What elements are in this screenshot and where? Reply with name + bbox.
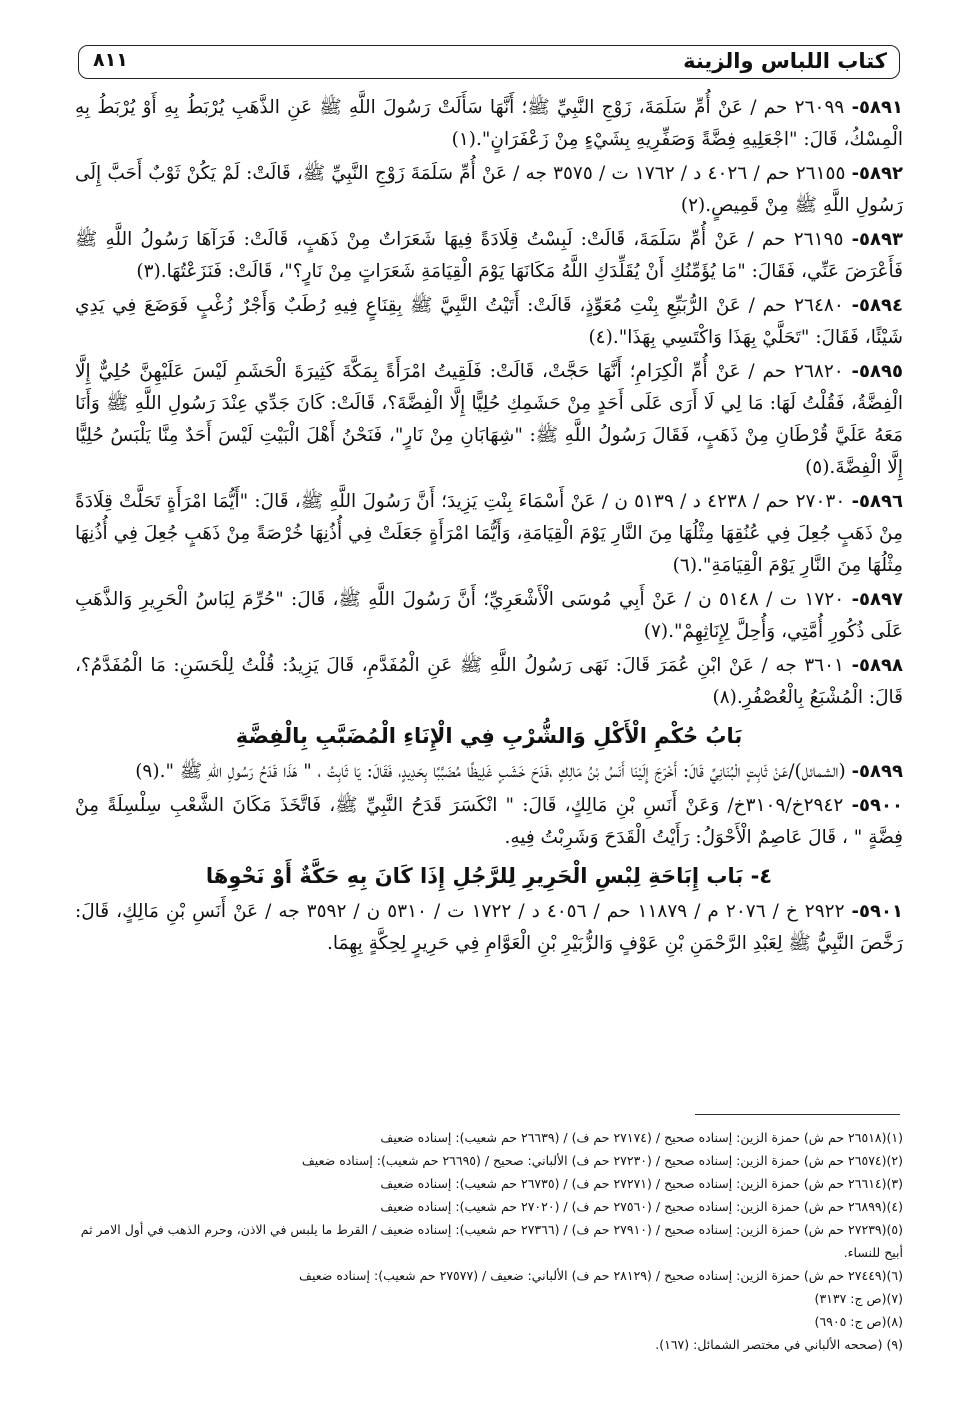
footnote: (٢)(٢٦٥٧٤ حم ش) حمزة الزين: إسناده صحيح / (٢٧٢٣٠ حم ف) الألباني: صحيح / (٢٦٦٩٥ حم شعيب): إسناده ضعيف xyxy=(301,1153,903,1168)
hadith-5891 xyxy=(75,92,903,156)
hadith-5896 xyxy=(75,486,903,582)
hadith-number: ٥٩٠٠- xyxy=(851,795,903,816)
hadith-text: ٢٩٢٢ خ / ٢٠٧٦ م / ١١٨٧٩ حم / ٤٠٥٦ د / ١٧٢٢ ت / ٥٣١٠ ن / ٣٥٩٢ جه / عَنْ أَنَسِ بْنِ مَالِكٍ، قَالَ: رَخَّصَ النَّبِيُّ ﷺ لِعَبْدِ الرَّحْمَنِ بْنِ عَوْفٍ وَالزُّبَيْرِ بْنِ الْعَوَّامِ فِي حَرِيرٍ لِحِكَّةٍ بِهِمَا. xyxy=(75,901,903,954)
hadith-text: ٢٦٠٩٩ حم / عَنْ أُمِّ سَلَمَةَ، زَوْجِ النَّبِيِّ ﷺ؛ أَنَّهَا سَأَلَتْ رَسُولَ اللَّهِ ﷺ عَنِ الذَّهَبِ يُرْبَطُ بِهِ أَوْ يُرْبَطُ بِهِ الْمِسْكُ، قَالَ: "اجْعَلِيهِ فِضَّةً وَصَفِّرِيهِ بِشَيْءٍ مِنْ زَعْفَرَانٍ".(١) xyxy=(75,97,903,150)
hadith-5898 xyxy=(75,650,903,714)
footnote: (٧)(ص ج: ٣١٣٧) xyxy=(814,1291,903,1306)
hadith-text: ٢٦١٩٥ حم / عَنْ أُمِّ سَلَمَةَ، قَالَتْ: لَبِسْتُ قِلَادَةً فِيهَا شَعَرَاتٌ مِنْ ذَهَبٍ، قَالَتْ: فَرَآهَا رَسُولُ اللَّهِ ﷺ فَأَعْرَضَ عَنِّي، فَقَالَ: "مَا يُؤَمِّنُكِ أَنْ يُقَلِّدَكِ اللَّهُ مَكَانَهَا يَوْمَ الْقِيَامَةِ شَعَرَاتٍ مِنْ نَارٍ؟"، قَالَتْ: فَنَزَعْتُهَا.(٣) xyxy=(75,229,903,282)
hadith-5899 xyxy=(75,756,903,788)
main-text xyxy=(75,92,903,962)
hadith-5892 xyxy=(75,158,903,222)
chapter-heading: بَابُ حُكْمِ الْأَكْلِ وَالشُّرْبِ فِي الْإِنَاءِ الْمُضَبَّبِ بِالْفِضَّةِ xyxy=(235,724,743,748)
footnotes xyxy=(75,1126,903,1356)
hadith-number: ٥٨٩٣- xyxy=(851,229,903,250)
page-number: ٨١١ xyxy=(93,49,128,71)
hadith-5901 xyxy=(75,896,903,960)
footnote: (٤)(٢٦٨٩٩ حم ش) حمزة الزين: إسناده صحيح / (٢٧٥٦٠ حم ف) / (٢٧٠٢٠ حم شعيب): إسناده ضعيف xyxy=(380,1199,903,1214)
hadith-text: ٢٦٤٨٠ حم / عَنْ الرُّبَيِّعِ بِنْتِ مُعَوِّذٍ، قَالَتْ: أَتَيْتُ النَّبِيَّ ﷺ بِقِنَاعٍ فِيهِ رُطَبٌ وَأَجْرٌ زُغْبٍ فَوَضَعَ فِي يَدِي شَيْئًا، فَقَالَ: "تَحَلَّيْ بِهَذَا وَاكْتَسِي بِهَذَا".(٤) xyxy=(75,295,903,348)
hadith-text: ٢٦٨٢٠ حم / عَنْ أُمِّ الْكِرَامِ؛ أَنَّهَا حَجَّتْ، قَالَتْ: فَلَقِيتُ امْرَأَةً بِمَكَّةَ كَثِيرَةَ الْحَشَمِ لَيْسَ عَلَيْهِنَّ حُلِيٌّ إِلَّا الْفِضَّةُ، فَقُلْتُ لَهَا: مَا لِي لَا أَرَى عَلَى أَحَدٍ مِنْ حَشَمِكِ حُلِيًّا إِلَّا الْفِضَّةَ؟، قَالَتْ: كَانَ جَدِّي عِنْدَ رَسُولِ اللَّهِ ﷺ وَأَنَا مَعَهُ عَلَيَّ قُرْطَانِ مِنْ ذَهَبٍ، فَقَالَ رَسُولُ اللَّهِ ﷺ: "شِهَابَانِ مِنْ نَارٍ"، فَنَحْنُ أَهْلَ الْبَيْتِ لَيْسَ أَحَدٌ مِنَّا يَلْبَسُ حُلِيًّا إِلَّا الْفِضَّةَ.(٥) xyxy=(75,361,903,478)
footnote: (٩) (صححه الألباني في مختصر الشمائل: (١٦٧). xyxy=(655,1337,903,1352)
hadith-text: ٣٦٠١ جه / عَنْ ابْنِ عُمَرَ قَالَ: نَهَى رَسُولُ اللَّهِ ﷺ عَنِ الْمُفَدَّمِ، قَالَ يَزِيدُ: قُلْتُ لِلْحَسَنِ: مَا الْمُفَدَّمُ؟، قَالَ: الْمُشْبَعُ بِالْعُصْفُرِ.(٨) xyxy=(75,655,903,708)
hadith-number: ٥٨٩٨- xyxy=(851,655,903,676)
hadith-text: (الشمائل)/عَنْ ثَابِتٍ الْبُنَانِيِّ قَالَ: أَخْرَجَ إِلَيْنَا أَنَسُ بْنُ مَالِكٍ ،قَدَحَ خَشَبٍ غَلِيظًا مُضَبَّبًا بِحَدِيدٍ، فَقَالَ: يَا ثَابِتُ ، " هَذَا قَدَحُ رَسُولِ اللهِ ﷺ ".(٩) xyxy=(135,761,846,782)
book-title: كتاب اللباس والزينة xyxy=(683,49,887,73)
hadith-number: ٥٨٩٧- xyxy=(851,589,903,610)
hadith-number: ٥٩٠١- xyxy=(851,901,903,922)
footnote: (٣)(٢٦٦١٤ حم ش) حمزة الزين: إسناده صحيح / (٢٧٢٧١ حم ف) / (٢٦٧٣٥ حم شعيب): إسناده ضعيف xyxy=(380,1176,903,1191)
footnote: (٦)(٢٧٤٤٩ حم ش) حمزة الزين: إسناده صحيح / (٢٨١٢٩ حم ف) الألباني: ضعيف / (٢٧٥٧٧ حم شعيب): إسناده ضعيف xyxy=(299,1268,903,1283)
hadith-text: ٢٦١٥٥ حم / ٤٠٢٦ د / ١٧٦٢ ت / ٣٥٧٥ جه / عَنْ أُمِّ سَلَمَةَ زَوْجِ النَّبِيِّ ﷺ، قَالَتْ: لَمْ يَكُنْ ثَوْبٌ أَحَبَّ إِلَى رَسُولِ اللَّهِ ﷺ مِنْ قَمِيصٍ.(٢) xyxy=(75,163,903,216)
hadith-5895 xyxy=(75,356,903,484)
footnote: (١)(٢٦٥١٨ حم ش) حمزة الزين: إسناده صحيح / (٢٧١٧٤ حم ف) / (٢٦٦٣٩ حم شعيب): إسناده ضعيف xyxy=(380,1130,903,1145)
hadith-number: ٥٨٩٤- xyxy=(851,295,903,316)
hadith-number: ٥٨٩٢- xyxy=(851,163,903,184)
hadith-5900 xyxy=(75,790,903,854)
hadith-5893 xyxy=(75,224,903,288)
footnote: (٨)(ص ج: ٦٩٠٥) xyxy=(814,1314,903,1329)
hadith-number: ٥٨٩٥- xyxy=(851,361,903,382)
hadith-text: ٢٧٠٣٠ حم / ٤٢٣٨ د / ٥١٣٩ ن / عَنْ أَسْمَاءَ بِنْتِ يَزِيدَ؛ أَنَّ رَسُولَ اللَّهِ ﷺ، قَالَ: "أَيُّمَا امْرَأَةٍ تَحَلَّتْ قِلَادَةً مِنْ ذَهَبٍ جُعِلَ فِي عُنُقِهَا مِثْلُهَا مِنَ النَّارِ يَوْمَ الْقِيَامَةِ، وَأَيُّمَا امْرَأَةٍ جَعَلَتْ فِي أُذُنِهَا خُرْصَةً مِنْ ذَهَبٍ جُعِلَ فِي أُذُنِهَا مِثْلُهَا مِنَ النَّارِ يَوْمَ الْقِيَامَةِ".(٦) xyxy=(75,491,903,576)
hadith-text: ٢٩٤٢خ/٣١٠٩خ/ وَعَنْ أَنَسِ بْنِ مَالِكٍ، قَالَ: " انْكَسَرَ قَدَحُ النَّبِيِّ ﷺ، فَاتَّخَذَ مَكَانَ الشَّعْبِ سِلْسِلَةً مِنْ فِضَّةٍ " ، قَالَ عَاصِمٌ الْأَحْوَلُ: رَأَيْتُ الْقَدَحَ وَشَرِبْتُ فِيهِ. xyxy=(75,795,903,848)
hadith-5894 xyxy=(75,290,903,354)
hadith-number: ٥٨٩٩- xyxy=(851,761,903,782)
footnote: (٥)(٢٧٢٣٩ حم ش) حمزة الزين: إسناده صحيح / (٢٧٩١٠ حم ف) / (٢٧٣٦٦ حم شعيب): إسناده ضعيف / القرط ما يلبس في الاذن، وحرم الذهب في أول الامر ثم أبيح للنساء. xyxy=(80,1222,903,1260)
hadith-5897 xyxy=(75,584,903,648)
chapter-heading: ٤- بَاب إِبَاحَةِ لِبْسِ الْحَرِيرِ لِلرَّجُلِ إِذَا كَانَ بِهِ حَكَّةٌ أَوْ نَحْوِهَا xyxy=(205,864,773,888)
hadith-text: ١٧٢٠ ت / ٥١٤٨ ن / عَنْ أَبِي مُوسَى الْأَشْعَرِيِّ؛ أَنَّ رَسُولَ اللَّهِ ﷺ، قَالَ: "حُرِّمَ لِبَاسُ الْحَرِيرِ وَالذَّهَبِ عَلَى ذُكُورِ أُمَّتِي، وَأُحِلَّ لِإِنَاثِهِمْ".(٧) xyxy=(75,589,903,642)
hadith-number: ٥٨٩١- xyxy=(851,97,903,118)
footnote-divider xyxy=(695,1114,900,1115)
hadith-number: ٥٨٩٦- xyxy=(851,491,903,512)
page-header xyxy=(78,45,900,79)
